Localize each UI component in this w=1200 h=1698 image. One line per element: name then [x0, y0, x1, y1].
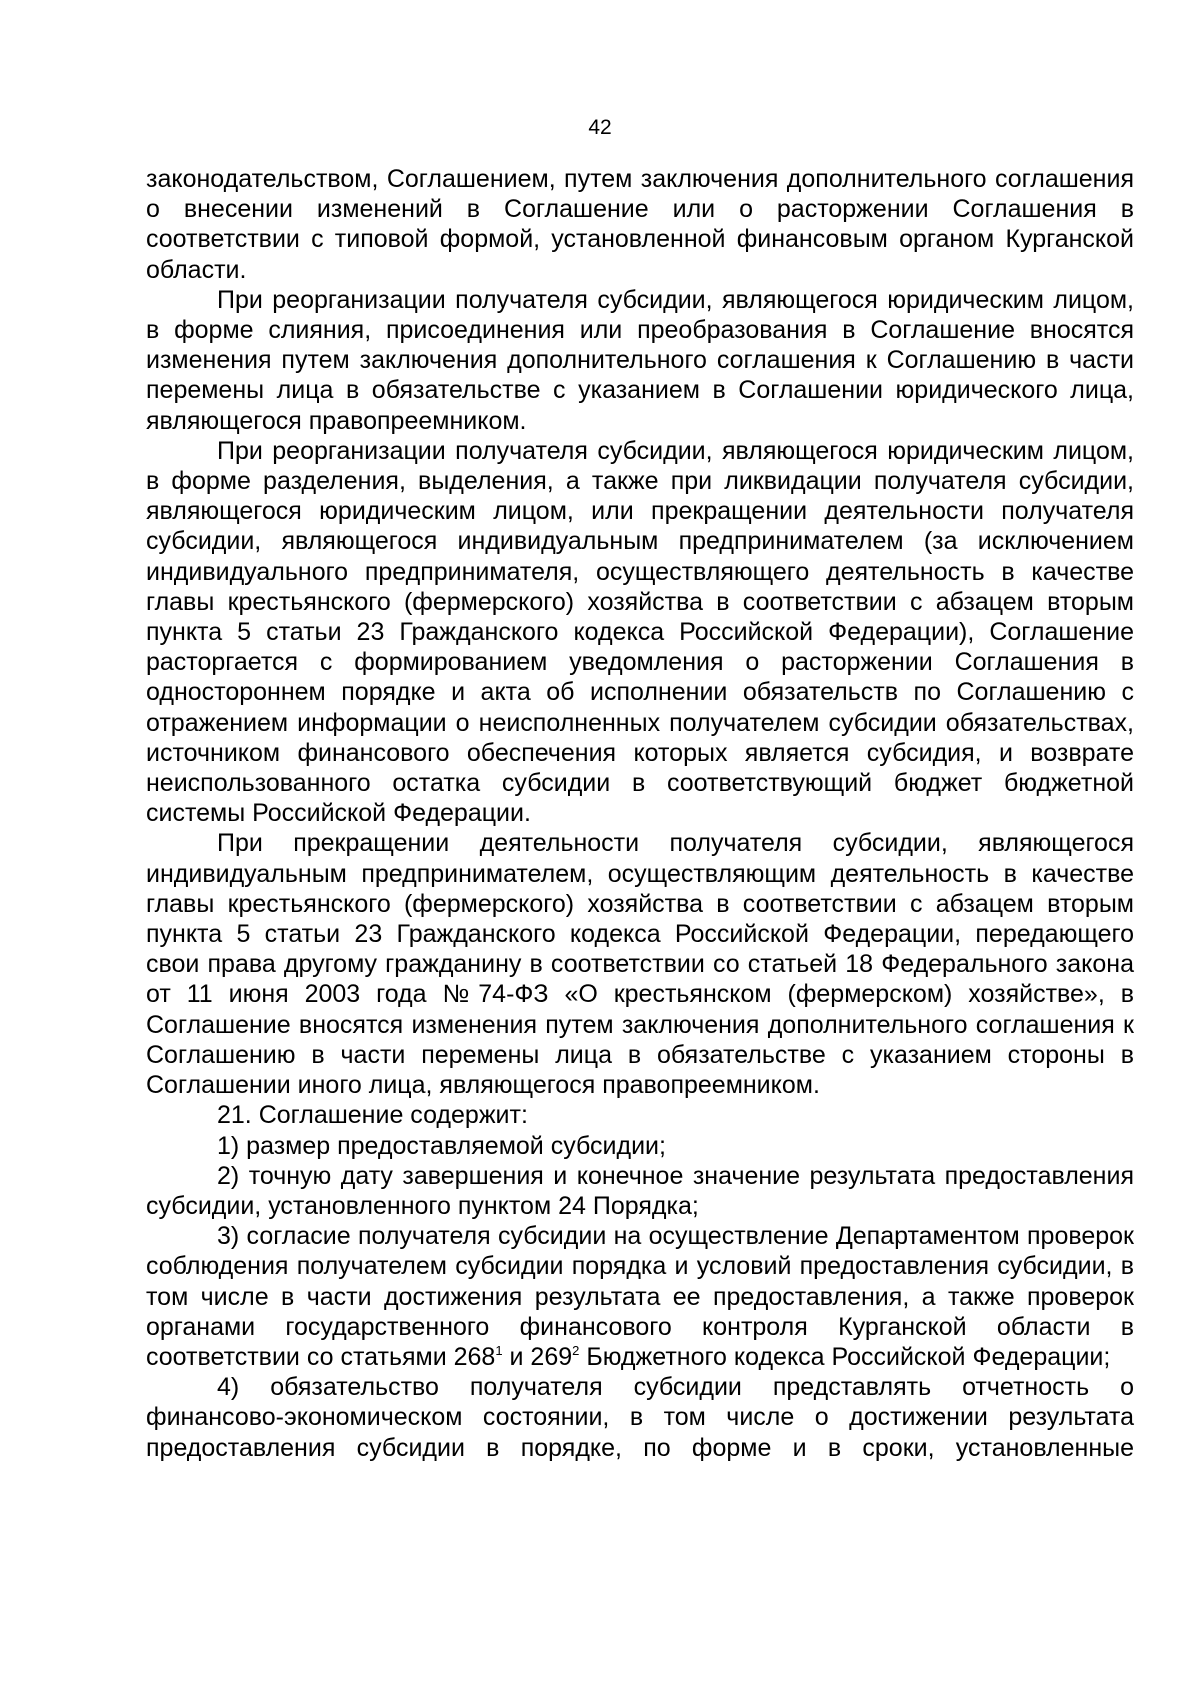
list-item-3-text: 3) согласие получателя субсидии на осуществление Департаментом проверок соблюдения получателем субсидии порядка и условий предоставления субсидии, в том числе в части достижения результата ее предоставления, а также проверок органами государственного финансового контроля Курганской области в соответствии со статьями 268: [146, 1222, 1134, 1371]
list-item-4: 4) обязательство получателя субсидии представлять отчетность о финансово-экономическом состоянии, в том числе о достижении результата предоставления субсидии в порядке, по форме и в сроки, установленные: [146, 1373, 1134, 1462]
superscript-2: 2: [572, 1342, 580, 1358]
paragraph-item-21-heading: 21. Соглашение содержит:: [217, 1101, 528, 1130]
superscript-1: 1: [495, 1342, 503, 1358]
page-number: 42: [588, 116, 612, 139]
list-item-2: 2) точную дату завершения и конечное значение результата предоставления субсидии, установленного пунктом 24 Порядка;: [146, 1161, 1134, 1220]
list-item-1: 1) размер предоставляемой субсидии;: [217, 1131, 666, 1160]
document-body: [146, 164, 1134, 1463]
paragraph-reorganization-merger: При реорганизации получателя субсидии, являющегося юридическим лицом, в форме слияния, присоединения или преобразования в Соглашение вносятся изменения путем заключения дополнительного соглашения к Соглашению в части перемены лица в обязательстве с указанием в Соглашении юридического лица, являющегося правопреемником.: [146, 285, 1134, 435]
paragraph-reorganization-division: При реорганизации получателя субсидии, являющегося юридическим лицом, в форме разделения, выделения, а также при ликвидации получателя субсидии, являющегося юридическим лицом, или прекращении деятельности получателя субсидии, являющегося индивидуальным предпринимателем (за исключением индивидуального предпринимателя, осуществляющего деятельность в качестве главы крестьянского (фермерского) хозяйства в соответствии с абзацем вторым пункта 5 статьи 23 Гражданского кодекса Российской Федерации), Соглашение расторгается с формированием уведомления о расторжении Соглашения в одностороннем порядке и акта об исполнении обязательств по Соглашению с отражением информации о неисполненных получателем субсидии обязательствах, источником финансового обеспечения которых является субсидия, и возврате неиспользованного остатка субсидии в соответствующий бюджет бюджетной системы Российской Федерации.: [146, 436, 1134, 828]
paragraph-termination-farmer: При прекращении деятельности получателя субсидии, являющегося индивидуальным предпринимателем, осуществляющим деятельность в качестве главы крестьянского (фермерского) хозяйства в соответствии с абзацем вторым пункта 5 статьи 23 Гражданского кодекса Российской Федерации, передающего свои права другому гражданину в соответствии со статьей 18 Федерального закона от 11 июня 2003 года №74-ФЗ «О крестьянском (фермерском) хозяйстве», в Соглашение вносятся изменения путем заключения дополнительного соглашения к Соглашению в части перемены лица в обязательстве с указанием стороны в Соглашении иного лица, являющегося правопреемником.: [146, 829, 1134, 1100]
list-item-3-text-mid: и 269: [502, 1342, 573, 1371]
list-item-3-text-end: Бюджетного кодекса Российской Федерации;: [579, 1342, 1111, 1371]
list-item-3: [146, 1221, 1134, 1372]
paragraph-continuation: законодательством, Соглашением, путем заключения дополнительного соглашения о внесении изменений в Соглашение или о расторжении Соглашения в соответствии с типовой формой, установленной финансовым органом Курганской области.: [146, 165, 1134, 284]
